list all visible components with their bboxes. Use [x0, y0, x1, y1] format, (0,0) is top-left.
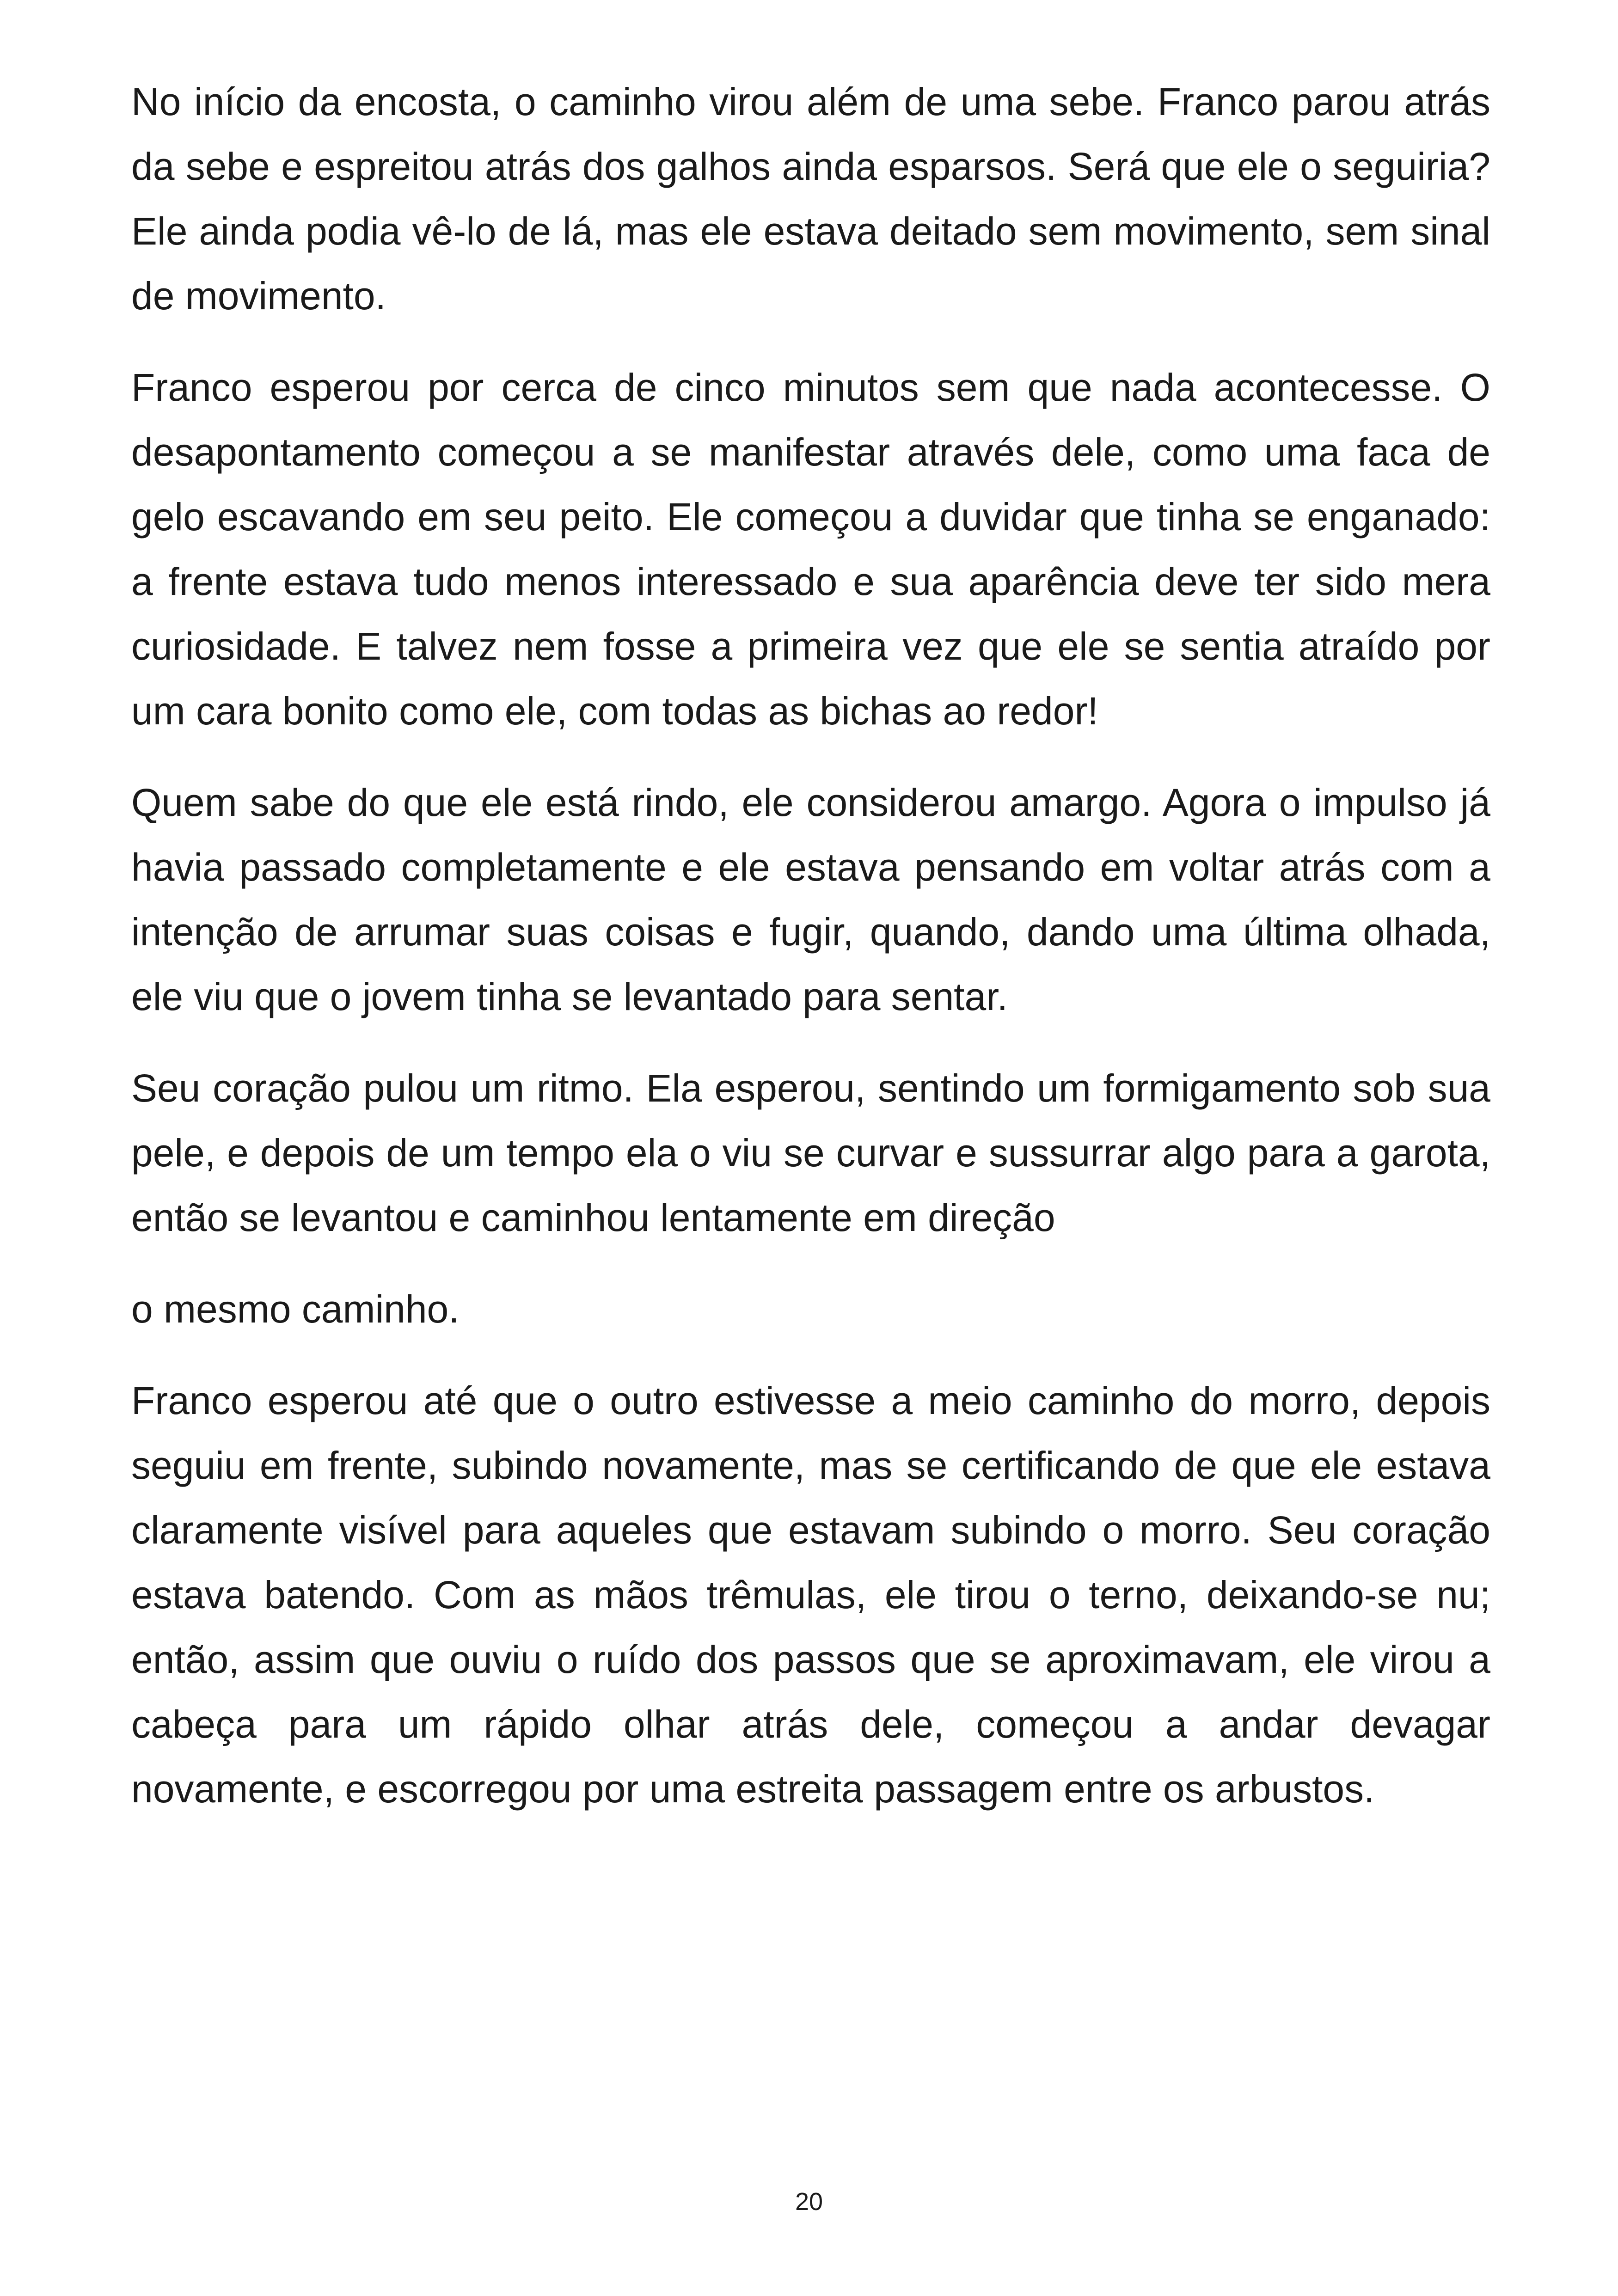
paragraph-3: Quem sabe do que ele está rindo, ele considerou amargo. Agora o impulso já havia passado completamente e ele estava pensando em voltar atrás com a intenção de arrumar suas coisas e fugir, quando, dando uma última olhada, ele viu que o jovem tinha se levantado para sentar.	[131, 781, 1490, 1018]
paragraph-1: No início da encosta, o caminho virou além de uma sebe. Franco parou atrás da sebe e espreitou atrás dos galhos ainda esparsos. Será que ele o seguiria? Ele ainda podia vê-lo de lá, mas ele estava deitado sem movimento, sem sinal de movimento.	[131, 80, 1490, 318]
paragraph-4: Seu coração pulou um ritmo. Ela esperou, sentindo um formigamento sob sua pele, e depois de um tempo ela o viu se curvar e sussurrar algo para a garota, então se levantou e caminhou lentamente em direção	[131, 1066, 1490, 1239]
body-text	[131, 69, 1490, 1848]
page-number: 20	[795, 2188, 823, 2216]
paragraph-5: o mesmo caminho.	[131, 1287, 460, 1331]
paragraph-2: Franco esperou por cerca de cinco minutos sem que nada acontecesse. O desapontamento começou a se manifestar através dele, como uma faca de gelo escavando em seu peito. Ele começou a duvidar que tinha se enganado: a frente estava tudo menos interessado e sua aparência deve ter sido mera curiosidade. E talvez nem fosse a primeira vez que ele se sentia atraído por um cara bonito como ele, com todas as bichas ao redor!	[131, 366, 1490, 733]
paragraph-6: Franco esperou até que o outro estivesse a meio caminho do morro, depois seguiu em frente, subindo novamente, mas se certificando de que ele estava claramente visível para aqueles que estavam subindo o morro. Seu coração estava batendo. Com as mãos trêmulas, ele tirou o terno, deixando-se nu; então, assim que ouviu o ruído dos passos que se aproximavam, ele virou a cabeça para um rápido olhar atrás dele, começou a andar devagar novamente, e escorregou por uma estreita passagem entre os arbustos.	[131, 1379, 1490, 1811]
